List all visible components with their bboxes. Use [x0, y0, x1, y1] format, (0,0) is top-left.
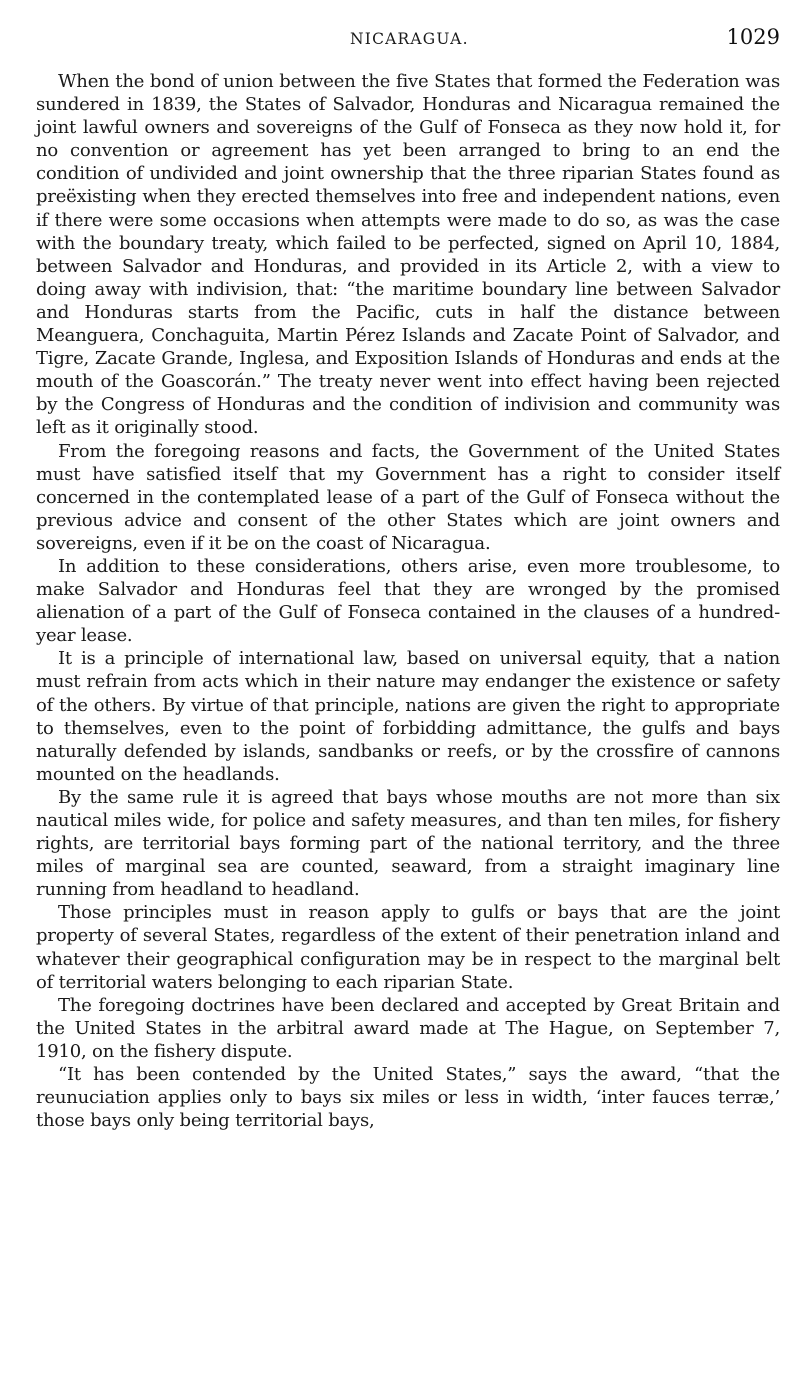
body-text [36, 70, 780, 1132]
paragraph-bay-width-rule: By the same rule it is agreed that bays whose mouths are not more than six nautical miles wide, for police and safety measures, and than ten miles, for fishery rights, are territorial bays forming part of the national territory, and the three miles of marginal sea are counted, seaward, from a straight imaginary line running from headland to headland. [36, 786, 780, 901]
running-head [36, 24, 780, 58]
paragraph-joint-property-gulfs: Those principles must in reason apply to gulfs or bays that are the joint property of several States, regardless of the extent of their penetration inland and whatever their geographical configuration may be in respect to the marginal belt of territorial waters belonging to each riparian State. [36, 902, 780, 993]
paragraph-international-law-principle: It is a principle of international law, based on universal equity, that a nation must refrain from acts which in their nature may endanger the existence or safety of the others. By virtue of that principle, nations are given the right to appropriate to themselves, even to the point of forbidding admittance, the gulfs and bays naturally defended by islands, sandbanks or reefs, or by the crossfire of cannons mounted on the headlands. [36, 648, 780, 785]
paragraph-additional-considerations: In addition to these considerations, others arise, even more troublesome, to make Salvador and Honduras feel that they are wronged by the promised alienation of a part of the Gulf of Fonseca contained in the clauses of a hundred-year lease. [36, 555, 780, 647]
paragraph-hague-award: The foregoing doctrines have been declared and accepted by Great Britain and the United States in the arbitral award made at The Hague, on September 7, 1910, on the fishery dispute. [36, 994, 780, 1062]
paragraph-foregoing-reasons: From the foregoing reasons and facts, the Government of the United States must have satisfied itself that my Government has a right to consider itself concerned in the contemplated lease of a part of the Gulf of Fonseca without the previous advice and consent of the other States which are joint owners and sovereigns, even if it be on the coast of Nicaragua. [36, 440, 780, 554]
paragraph-bond-of-union: When the bond of union between the five States that formed the Federation was sundered in 1839, the States of Salvador, Honduras and Nicaragua remained the joint lawful owners and sovereigns of the Gulf of Fonseca as they now hold it, for no convention or agreement has yet been arranged to bring to an end the condition of undivided and joint ownership that the three riparian States found as preëxisting when they erected themselves into free and independent nations, even if there were some occasions when attempts were made to do so, as was the case with the boundary treaty, which failed to be perfected, signed on April 10, 1884, between Salvador and Honduras, and provided in its Article 2, with a view to doing away with indivision, that: “the maritime boundary line between Salvador and Honduras starts from the Pacific, cuts in half the distance between Meanguera, Conchaguita, Martin Pérez Islands and Zacate Point of Salvador, and Tigre, Zacate Grande, Inglesa, and Exposition Islands of Honduras and ends at the mouth of the Goascorán.” The treaty never went into effect having been rejected by the Congress of Honduras and the condition of indivision and community was left as it originally stood. [36, 71, 780, 439]
running-title: NICARAGUA. [350, 30, 469, 48]
paragraph-award-quotation: “It has been contended by the United States,” says the award, “that the reunuciation applies only to bays six miles or less in width, ‘inter fauces terræ,’ those bays only being territorial bays, [36, 1064, 780, 1132]
page-number: 1029 [726, 25, 780, 49]
